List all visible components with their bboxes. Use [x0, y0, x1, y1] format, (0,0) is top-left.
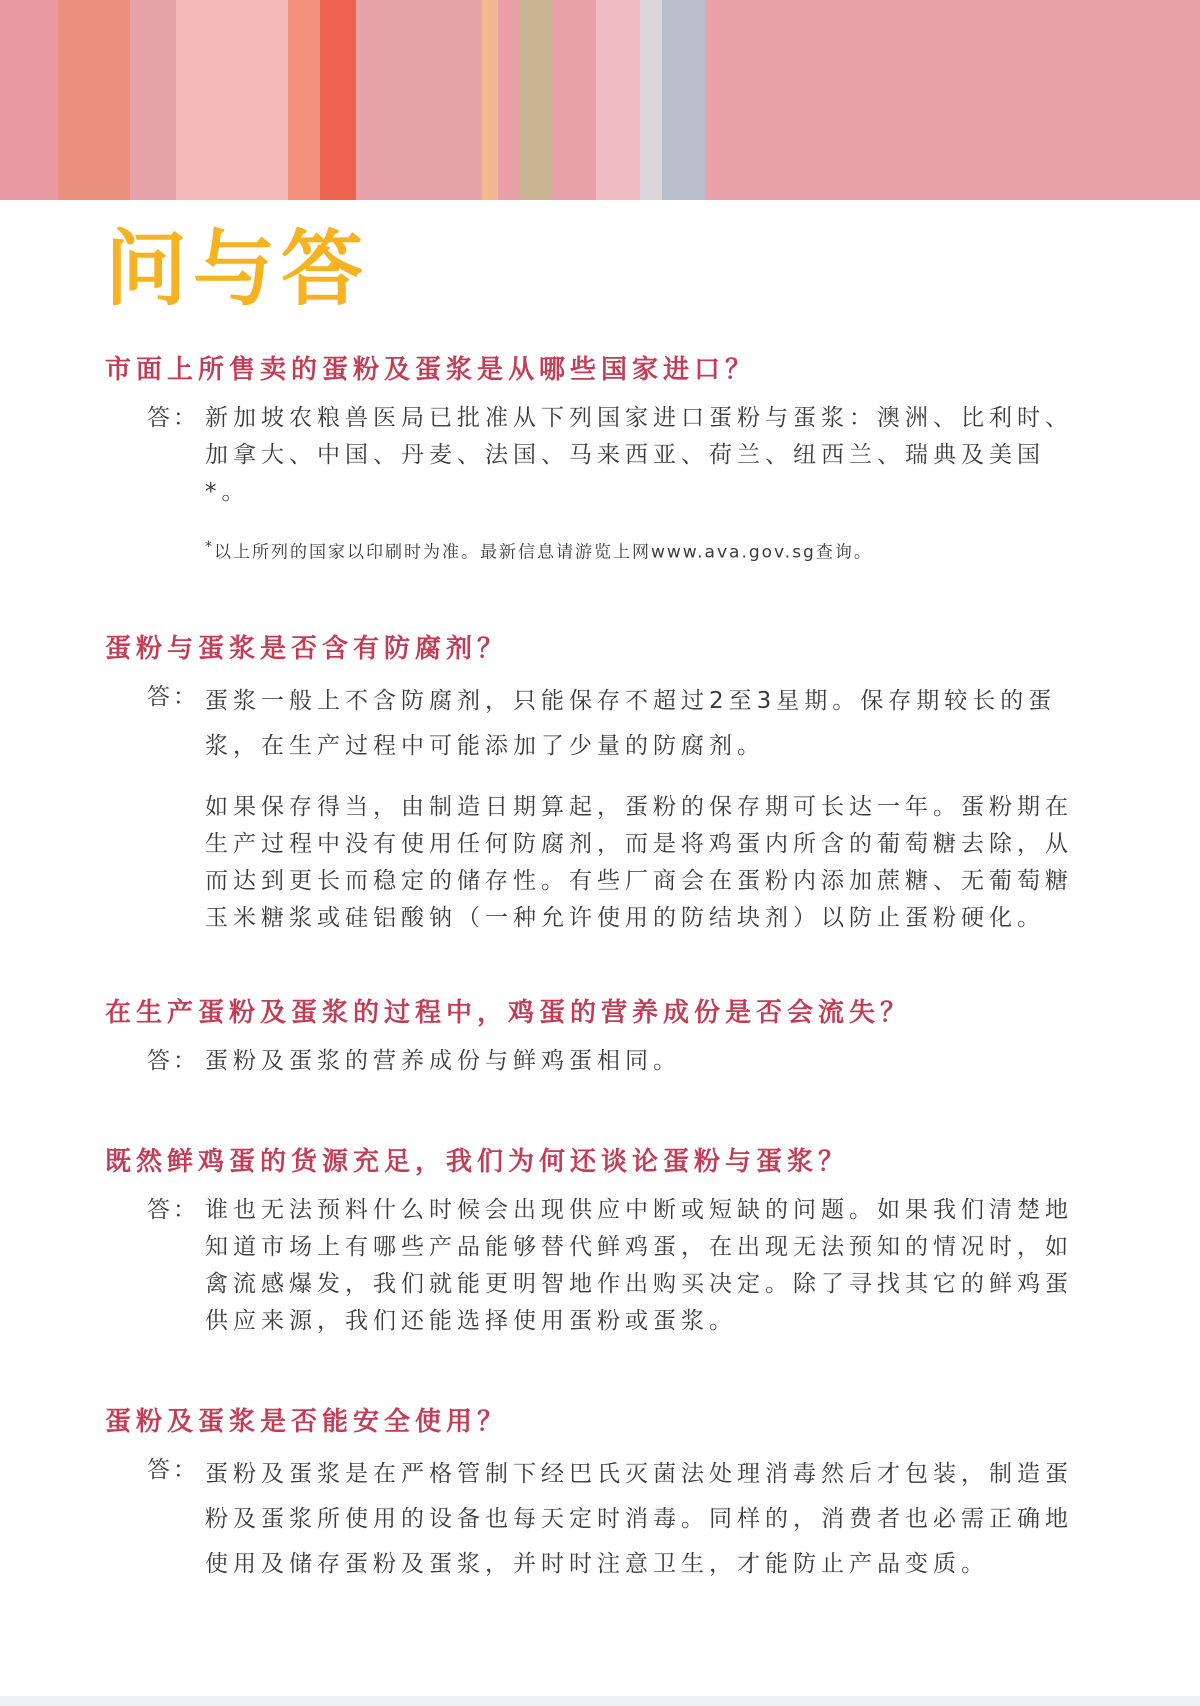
answer-label: 答： [147, 1196, 199, 1223]
banner-stripe [58, 0, 130, 200]
banner-stripe [130, 0, 176, 200]
footnote-text: 以上所列的国家以印刷时为准。最新信息请游览上网www.ava.gov.sg查询。 [214, 542, 873, 563]
answer-label: 答： [147, 405, 199, 431]
question-1: 市面上所售卖的蛋粉及蛋浆是从哪些国家进口？ [105, 355, 757, 385]
answer-1-paragraph-1: 新加坡农粮兽医局已批准从下列国家进口蛋粉与蛋浆：澳洲、比利时、加拿大、中国、丹麦、法国、马来西亚、荷兰、纽西兰、瑞典及美国*。 [205, 405, 1073, 505]
qa-item-4 [105, 1144, 1105, 1340]
answer-5 [105, 1452, 1105, 1587]
answer-2 [105, 679, 1105, 937]
banner-stripe [640, 0, 662, 200]
answer-4-paragraph-1: 谁也无法预料什么时候会出现供应中断或短缺的问题。如果我们清楚地知道市场上有哪些产品能够替代鲜鸡蛋，在出现无法预知的情况时，如禽流感爆发，我们就能更明智地作出购买决定。除了寻找其它的鲜鸡蛋供应来源，我们还能选择使用蛋粉或蛋浆。 [205, 1196, 1073, 1334]
qa-item-5 [105, 1404, 1105, 1587]
qa-content [105, 220, 1105, 1587]
answer-2-paragraph-2: 如果保存得当，由制造日期算起，蛋粉的保存期可长达一年。蛋粉期在生产过程中没有使用任何防腐剂，而是将鸡蛋内所含的葡萄糖去除，从而达到更长而稳定的储存性。有些厂商会在蛋粉内添加蔗糖、无葡萄糖玉米糖浆或硅铝酸钠（一种允许使用的防结块剂）以防止蛋粉硬化。 [205, 793, 1073, 931]
footnote [105, 533, 1105, 567]
bottom-divider [0, 1696, 1200, 1706]
banner-stripe [552, 0, 596, 200]
answer-4 [105, 1192, 1105, 1340]
qa-item-3 [105, 995, 1105, 1080]
banner-stripe [0, 0, 58, 200]
answer-2-paragraph-1: 蛋浆一般上不含防腐剂，只能保存不超过2至3星期。保存期较长的蛋浆，在生产过程中可能添加了少量的防腐剂。 [205, 687, 1057, 759]
banner-stripe [176, 0, 288, 200]
banner-stripe [482, 0, 498, 200]
question-5: 蛋粉及蛋浆是否能安全使用？ [105, 1406, 509, 1437]
question-2: 蛋粉与蛋浆是否含有防腐剂？ [105, 633, 509, 664]
banner-stripe [356, 0, 482, 200]
question-4: 既然鲜鸡蛋的货源充足，我们为何还谈论蛋粉与蛋浆？ [105, 1146, 850, 1177]
banner-stripe [498, 0, 520, 200]
answer-1 [105, 400, 1105, 511]
banner-stripe [288, 0, 320, 200]
qa-item-2 [105, 631, 1105, 937]
answer-3-paragraph-1: 蛋粉及蛋浆的营养成份与鲜鸡蛋相同。 [205, 1047, 681, 1074]
answer-3 [105, 1043, 1105, 1080]
answer-label: 答： [147, 683, 199, 710]
banner-stripe [320, 0, 356, 200]
banner-stripe [596, 0, 640, 200]
answer-label: 答： [147, 1047, 199, 1074]
banner-stripe [662, 0, 706, 200]
answer-5-paragraph-1: 蛋粉及蛋浆是在严格管制下经巴氏灭菌法处理消毒然后才包装，制造蛋粉及蛋浆所使用的设备也每天定时消毒。同样的，消费者也必需正确地使用及储存蛋粉及蛋浆，并时时注意卫生，才能防止产品变质。 [205, 1460, 1073, 1577]
header-banner [0, 0, 1200, 200]
question-3: 在生产蛋粉及蛋浆的过程中，鸡蛋的营养成份是否会流失？ [105, 997, 912, 1028]
qa-item-1 [105, 352, 1105, 567]
banner-stripe [520, 0, 552, 200]
footnote-star: * [205, 539, 214, 555]
page-title: 问与答 [105, 222, 370, 317]
answer-label: 答： [147, 1456, 199, 1483]
banner-stripe [706, 0, 1200, 200]
